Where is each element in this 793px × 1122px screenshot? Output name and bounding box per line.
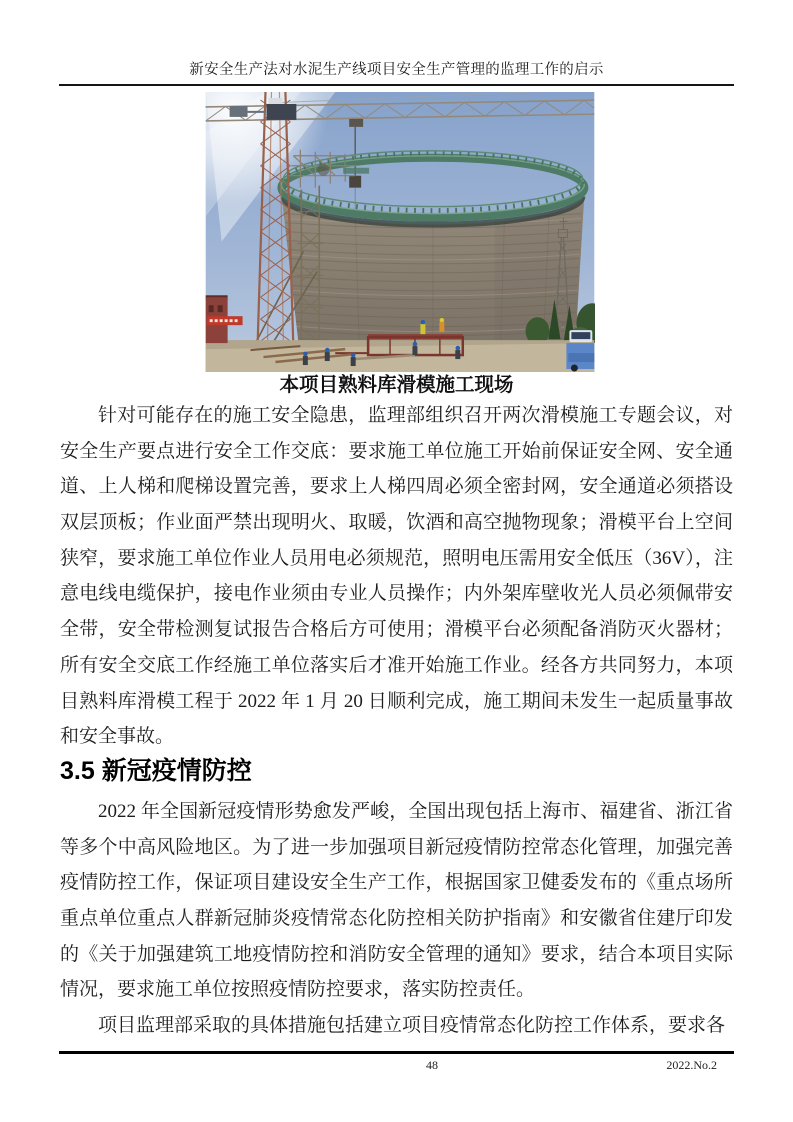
body-line: 重点单位重点人群新冠肺炎疫情常态化防控相关防护指南》和安徽省住建厅印发 [60,908,733,930]
body-line: 2022 年全国新冠疫情形势愈发严峻，全国出现包括上海市、福建省、浙江省 [98,801,733,822]
body-line: 意电线电缆保护，接电作业须由专业人员操作；内外架库壁收光人员必须佩带安 [60,583,733,605]
worker [412,342,417,355]
body-line: 道、上人梯和爬梯设置完善，要求上人梯四周必须全密封网，安全通道必须搭设 [60,476,733,498]
body-line: 安全生产要点进行安全工作交底：要求施工单位施工开始前保证安全网、安全通 [60,440,733,462]
worker [420,320,425,334]
truck [566,330,594,371]
worker [351,353,356,366]
worker [439,318,444,332]
footer-rule [59,1051,734,1054]
section-heading: 3.5 新冠疫情防控 [60,757,252,785]
body-line: 全带，安全带检测复试报告合格后方可使用；滑模平台必须配备消防灭火器材； [60,619,733,641]
worker [455,346,460,359]
body-line: 疫情防控工作，保证项目建设安全生产工作，根据国家卫健委发布的《重点场所 [60,872,733,894]
figure-caption: 本项目熟料库滑模施工现场 [279,374,514,396]
body-line: 的《关于加强建筑工地疫情防控和消防安全管理的通知》要求，结合本项目实际 [60,943,733,965]
page-number: 48 [426,1058,438,1072]
safety-banner [207,316,243,325]
body-line: 狭窄，要求施工单位作业人员用电必须规范，照明电压需用安全低压（36V），注 [60,547,733,569]
body-line: 和安全事故。 [60,726,175,748]
header-rule [59,84,734,86]
construction-site-photo [205,92,595,372]
body-line: 所有安全交底工作经施工单位落实后才准开始施工作业。经各方共同努力，本项 [60,654,733,676]
paragraph-covid-control [60,794,733,1008]
worker [325,348,330,361]
body-line: 针对可能存在的施工安全隐患，监理部组织召开两次滑模施工专题会议，对 [98,405,733,426]
body-line: 项目监理部采取的具体措施包括建立项目疫情常态化防控工作体系，要求各 [98,1015,726,1036]
figure-photo [205,92,595,372]
worker [303,352,308,365]
issue-label: 2022.No.2 [666,1058,717,1072]
body-line: 双层顶板；作业面严禁出现明火、取暖，饮酒和高空抛物现象；滑模平台上空间 [60,512,733,534]
body-line: 等多个中高风险地区。为了进一步加强项目新冠疫情防控常态化管理，加强完善 [60,836,733,858]
running-header-title: 新安全生产法对水泥生产线项目安全生产管理的监理工作的启示 [189,62,604,78]
body-line: 情况，要求施工单位按照疫情防控要求，落实防控责任。 [60,979,536,1001]
body-line: 目熟料库滑模工程于 2022 年 1 月 20 日顺利完成，施工期间未发生一起质量事故 [60,690,733,712]
paragraph-covid-measures [60,1008,733,1044]
paragraph-slipform-safety [60,398,733,755]
